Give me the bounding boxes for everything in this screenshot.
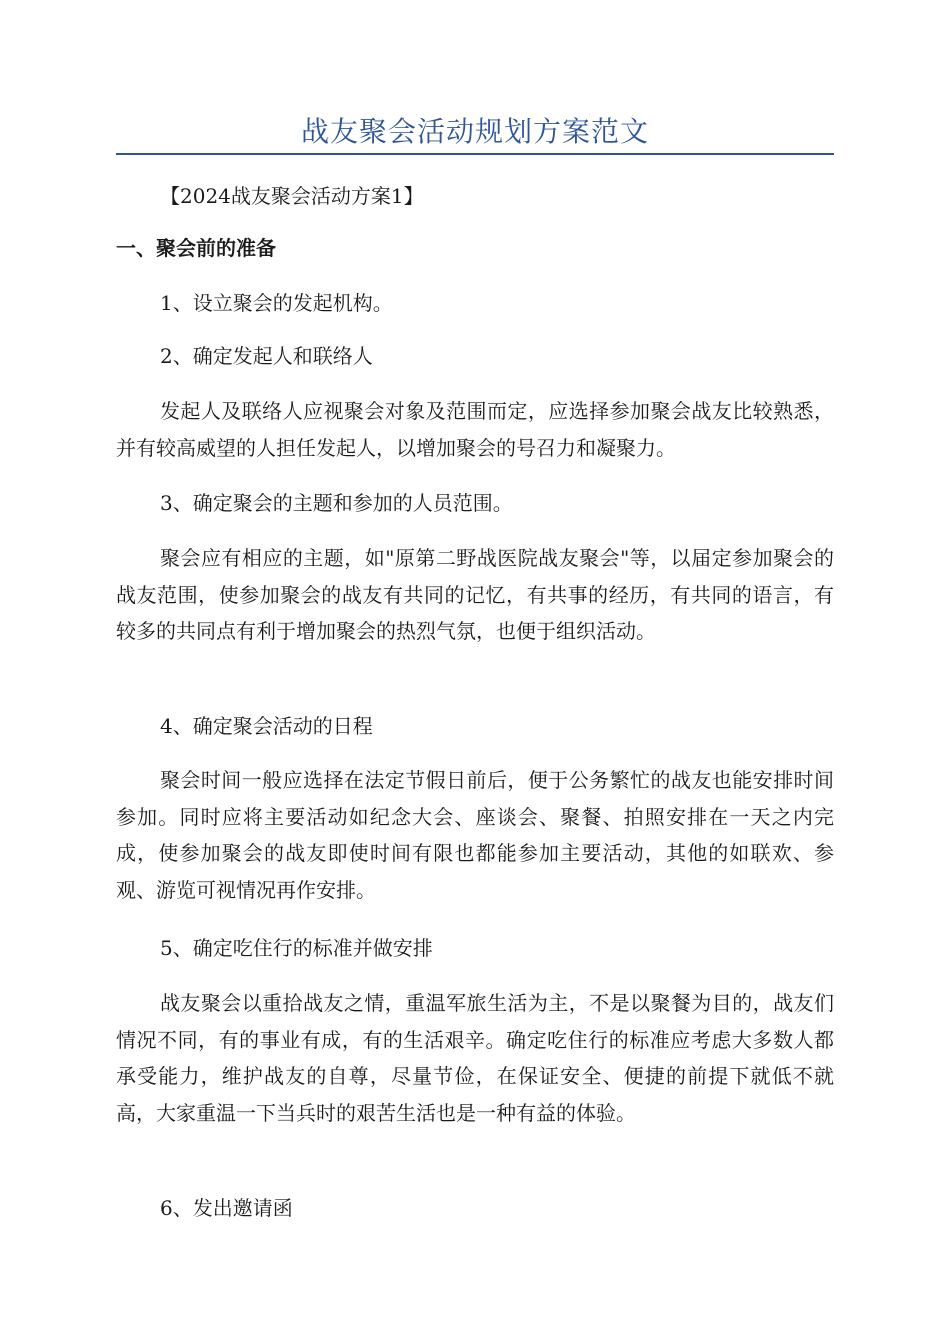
paragraph: 发起人及联络人应视聚会对象及范围而定，应选择参加聚会战友比较熟悉，并有较高威望的人担任发起人，以增加聚会的号召力和凝聚力。 xyxy=(116,399,834,460)
list-item: 3、确定聚会的主题和参加的人员范围。 xyxy=(160,491,513,515)
subtitle: 【2024战友聚会活动方案1】 xyxy=(160,184,424,208)
section-heading: 一、聚会前的准备 xyxy=(116,236,276,260)
list-item: 4、确定聚会活动的日程 xyxy=(160,714,373,738)
document-title: 战友聚会活动规划方案范文 xyxy=(300,115,649,148)
list-item: 5、确定吃住行的标准并做安排 xyxy=(160,936,433,960)
list-item: 6、发出邀请函 xyxy=(160,1196,293,1220)
paragraph: 聚会应有相应的主题，如"原第二野战医院战友聚会"等，以届定参加聚会的战友范围，使参加聚会的战友有共同的记忆，有共事的经历，有共同的语言，有较多的共同点有利于增加聚会的热烈气氛，也便于组织活动。 xyxy=(116,546,834,643)
list-item: 1、设立聚会的发起机构。 xyxy=(160,291,393,315)
list-item: 2、确定发起人和联络人 xyxy=(160,344,373,368)
paragraph: 聚会时间一般应选择在法定节假日前后，便于公务繁忙的战友也能安排时间参加。同时应将主要活动如纪念大会、座谈会、聚餐、拍照安排在一天之内完成，使参加聚会的战友即使时间有限也都能参加主要活动，其他的如联欢、参观、游览可视情况再作安排。 xyxy=(116,768,834,902)
paragraph: 战友聚会以重拾战友之情，重温军旅生活为主，不是以聚餐为目的，战友们情况不同，有的事业有成，有的生活艰辛。确定吃住行的标准应考虑大多数人都承受能力，维护战友的自尊，尽量节俭，在保证安全、便捷的前提下就低不就高，大家重温一下当兵时的艰苦生活也是一种有益的体验。 xyxy=(116,991,834,1125)
title-underline xyxy=(116,153,834,155)
